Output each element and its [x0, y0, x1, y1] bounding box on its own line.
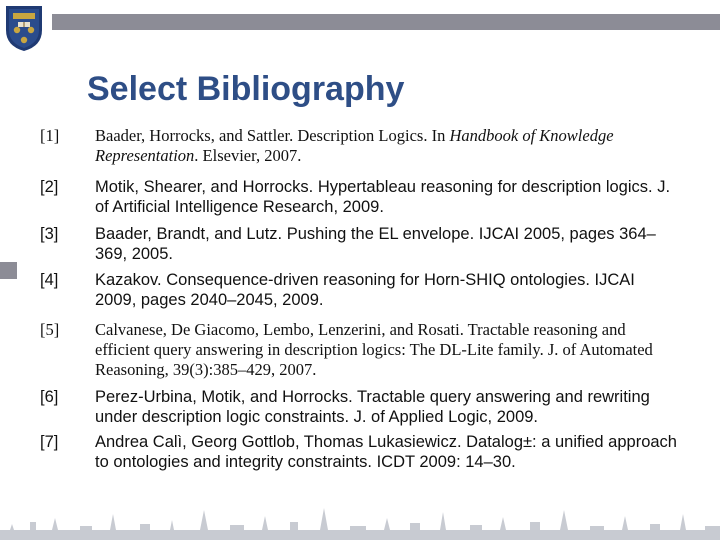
reference-text: Kazakov. Consequence-driven reasoning for Horn-SHIQ ontologies. IJCAI 2009, pages 2040–2045, 2009. [95, 271, 635, 309]
reference-5 [40, 320, 680, 380]
reference-number: [5] [40, 320, 60, 339]
reference-2 [40, 177, 680, 217]
reference-6 [40, 387, 680, 427]
reference-text: Perez-Urbina, Motik, and Horrocks. Tractable query answering and rewriting under description logic constraints. J. of Applied Logic, 2009. [95, 388, 650, 426]
reference-text: Baader, Brandt, and Lutz. Pushing the EL envelope. IJCAI 2005, pages 364–369, 2005. [95, 225, 656, 263]
reference-7 [40, 432, 680, 472]
reference-1 [40, 126, 680, 166]
page-title: Select Bibliography [87, 70, 405, 108]
reference-number: [7] [40, 433, 59, 451]
city-skyline-silhouette [0, 500, 720, 540]
reference-3 [40, 224, 680, 264]
reference-text: Calvanese, De Giacomo, Lembo, Lenzerini, and Rosati. Tractable reasoning and efficient query answering in description logics: The DL-Lite family. J. of Automated Reasoning, 39(3):385–429, 2007. [95, 320, 653, 379]
university-crest-icon [4, 4, 44, 52]
slide-marker [0, 262, 17, 279]
reference-4 [40, 270, 680, 310]
reference-text: Motik, Shearer, and Horrocks. Hypertableau reasoning for description logics. J. of Artificial Intelligence Research, 2009. [95, 178, 671, 216]
reference-number: [3] [40, 225, 59, 243]
reference-number: [2] [40, 178, 59, 196]
reference-number: [6] [40, 388, 59, 406]
reference-number: [4] [40, 271, 59, 289]
reference-text: Baader, Horrocks, and Sattler. Description Logics. In Handbook of Knowledge Representation. Elsevier, 2007. [95, 126, 614, 165]
reference-text: Andrea Calì, Georg Gottlob, Thomas Lukasiewicz. Datalog±: a unified approach to ontologies and integrity constraints. ICDT 2009: 14–30. [95, 433, 677, 471]
reference-number: [1] [40, 126, 60, 145]
header-bar [52, 14, 720, 30]
